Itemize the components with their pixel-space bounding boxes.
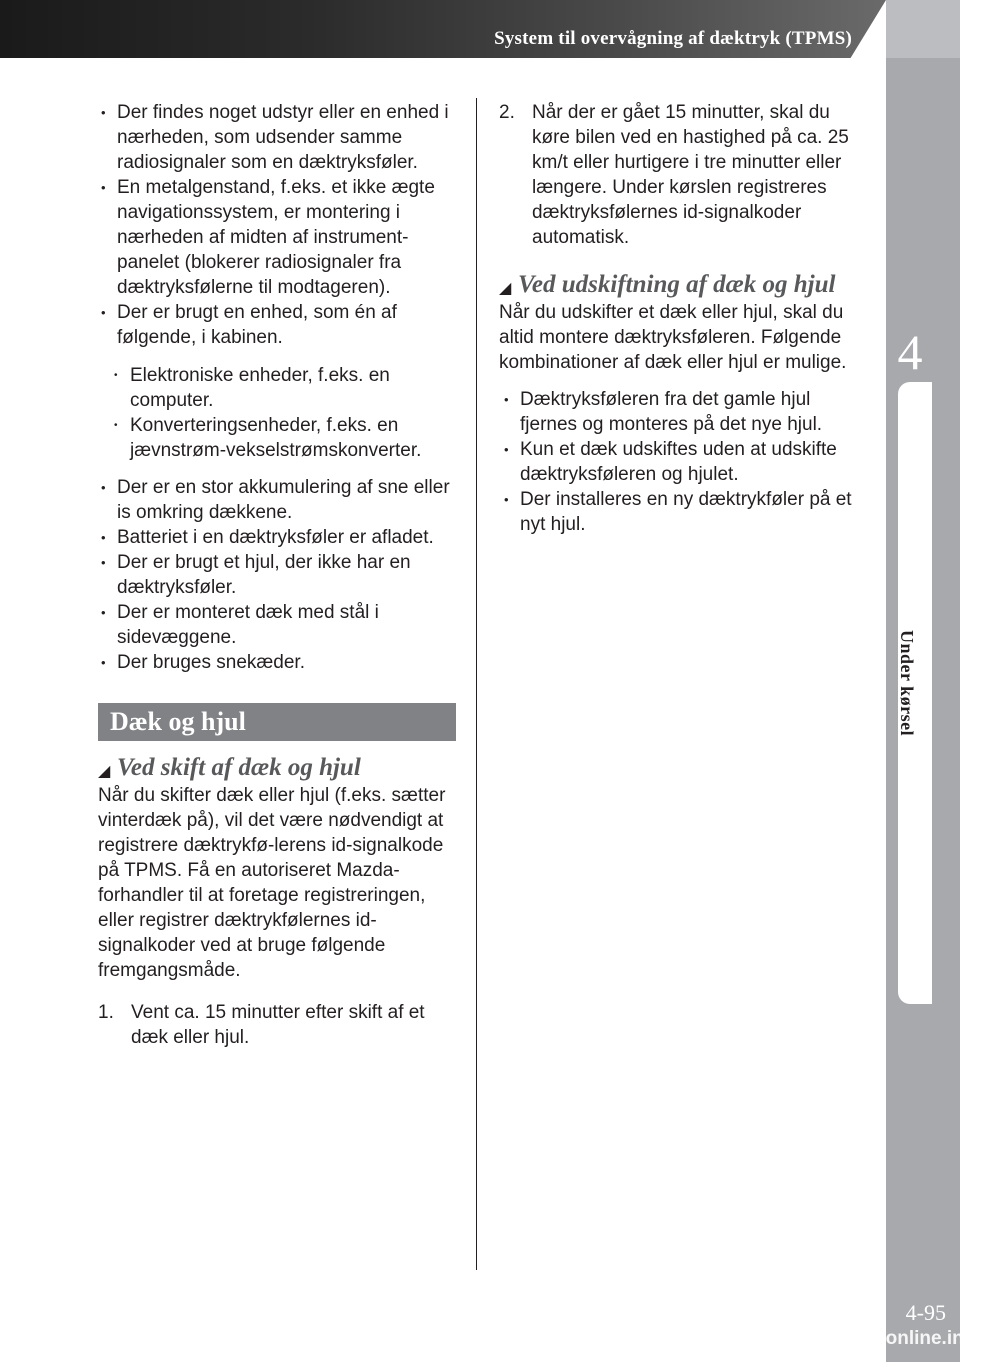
- list-item: • Dæktryksføleren fra det gamle hjul fjernes og monteres på det nye hjul.: [501, 387, 861, 437]
- page-number: 4-95: [905, 1300, 946, 1325]
- step-item: [98, 1000, 456, 1050]
- subheading: [98, 755, 456, 781]
- step-number: 1.: [98, 1002, 114, 1023]
- step-text: Vent ca. 15 minutter efter skift af et dæk eller hjul.: [131, 1002, 425, 1048]
- subheading-text: Ved skift af dæk og hjul: [117, 754, 361, 781]
- list-item: • Der er monteret dæk med stål i sidevæggene.: [98, 600, 456, 650]
- section-title: Dæk og hjul: [98, 703, 456, 741]
- step-text: Når der er gået 15 minutter, skal du køre bilen ved en hastighed på ca. 25 km/t eller hurtigere i tre minutter eller længere. Under kørslen registreres dæktryksfølernes id-signalkoder automatisk.: [532, 102, 849, 248]
- step-number: 2.: [499, 102, 515, 123]
- left-column: [98, 100, 456, 1050]
- list-item: • Der findes noget udstyr eller en enhed i nærheden, som udsender samme radiosignaler som en dæktryksføler.: [98, 100, 456, 175]
- step-item: [499, 100, 861, 250]
- list-item: • Der installeres en ny dæktrykføler på et nyt hjul.: [501, 487, 861, 537]
- sub-list-item: • Elektroniske enheder, f.eks. en computer.: [111, 363, 456, 413]
- subheading-marker-icon: ◢: [98, 763, 111, 780]
- sub-list: [111, 363, 456, 463]
- list-item: • Der er en stor akkumulering af sne eller is omkring dækkene.: [98, 475, 456, 525]
- chapter-label: Under kørsel: [897, 630, 917, 737]
- right-column: [499, 100, 861, 537]
- list-item: • Batteriet i en dæktryksføler er afladet.: [98, 525, 456, 550]
- page-header-title: System til overvågning af dæktryk (TPMS): [494, 28, 852, 49]
- body-paragraph: Når du udskifter et dæk eller hjul, skal du altid montere dæktryksføleren. Følgende kombinationer af dæk eller hjul er mulige.: [499, 302, 847, 373]
- subheading: [499, 272, 861, 298]
- list-item: • En metalgenstand, f.eks. et ikke ægte navigationssystem, er montering i nærheden af midten af instrument-panelet (blokerer radiosignaler fra dæktryksfølerne til modtageren).: [98, 175, 456, 300]
- chapter-number: 4: [897, 324, 923, 380]
- list-item: • Kun et dæk udskiftes uden at udskifte dæktryksføleren og hjulet.: [501, 437, 861, 487]
- list-item: • Der er brugt et hjul, der ikke har en dæktryksføler.: [98, 550, 456, 600]
- list-item: • Der bruges snekæder.: [98, 650, 456, 675]
- subheading-text: Ved udskiftning af dæk og hjul: [518, 271, 836, 298]
- list-item: • Der er brugt en enhed, som én af følgende, i kabinen.: [98, 300, 456, 350]
- sidebar-top-block: [886, 0, 960, 58]
- watermark-text: carmanualsonline.info: [780, 1328, 982, 1349]
- subheading-marker-icon: ◢: [499, 280, 512, 297]
- sub-list-item: • Konverteringsenheder, f.eks. en jævnstrøm-vekselstrømskonverter.: [111, 413, 456, 463]
- body-paragraph: Når du skifter dæk eller hjul (f.eks. sætter vinterdæk på), vil det være nødvendigt at registrere dæktrykfø-lerens id-signalkode på TPMS. Få en autoriseret Mazda-forhandler til at foretage registreringen, eller registrer dæktrykfølernes id-signalkoder ved at bruge følgende fremgangsmåde.: [98, 785, 446, 981]
- column-divider: [476, 98, 477, 1270]
